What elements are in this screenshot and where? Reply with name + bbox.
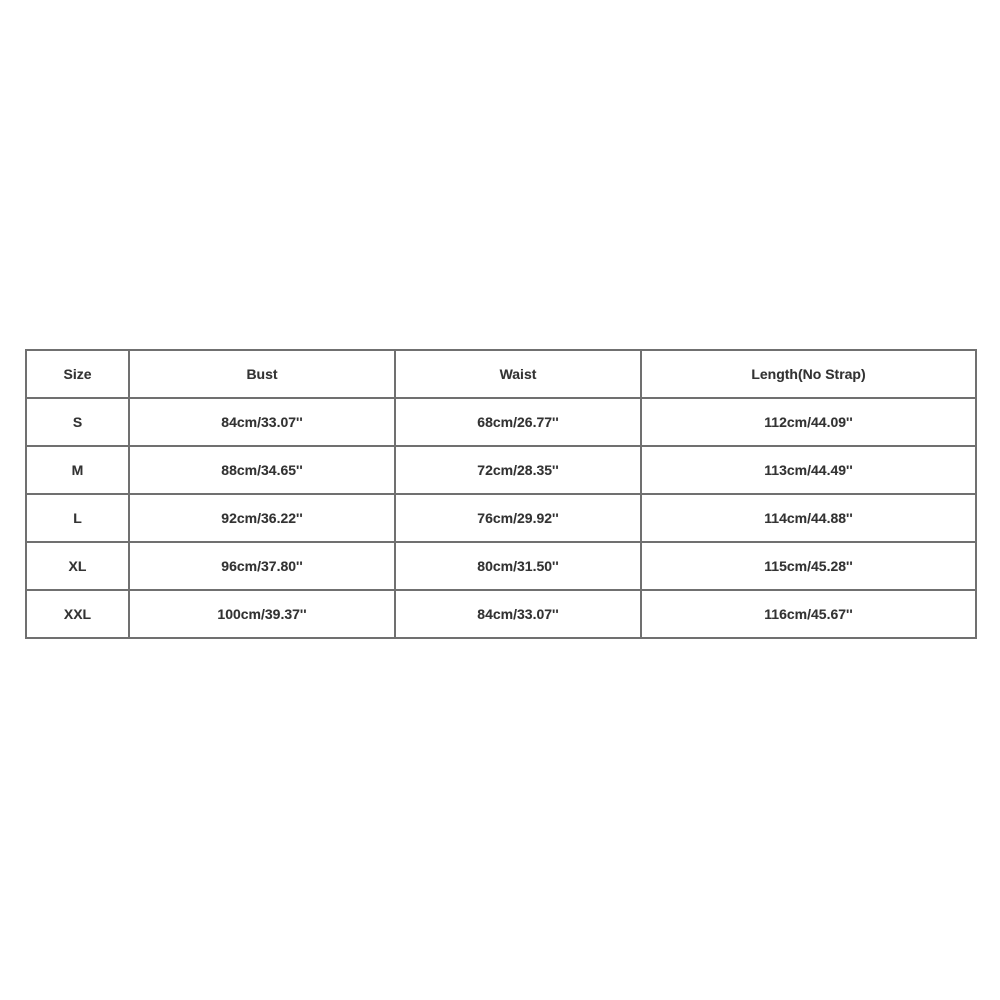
- header-waist: Waist: [395, 350, 641, 398]
- cell-waist: 68cm/26.77'': [395, 398, 641, 446]
- cell-bust: 92cm/36.22'': [129, 494, 395, 542]
- cell-size: L: [26, 494, 129, 542]
- cell-length: 115cm/45.28'': [641, 542, 976, 590]
- cell-size: XXL: [26, 590, 129, 638]
- table-row: [26, 446, 976, 494]
- cell-waist: 76cm/29.92'': [395, 494, 641, 542]
- header-size: Size: [26, 350, 129, 398]
- size-chart-table: [25, 349, 977, 639]
- cell-bust: 96cm/37.80'': [129, 542, 395, 590]
- cell-waist: 84cm/33.07'': [395, 590, 641, 638]
- table-row: [26, 590, 976, 638]
- cell-length: 116cm/45.67'': [641, 590, 976, 638]
- cell-waist: 72cm/28.35'': [395, 446, 641, 494]
- cell-length: 114cm/44.88'': [641, 494, 976, 542]
- table-header-row: [26, 350, 976, 398]
- table-row: [26, 494, 976, 542]
- cell-bust: 88cm/34.65'': [129, 446, 395, 494]
- header-bust: Bust: [129, 350, 395, 398]
- cell-bust: 100cm/39.37'': [129, 590, 395, 638]
- cell-size: M: [26, 446, 129, 494]
- cell-size: XL: [26, 542, 129, 590]
- cell-bust: 84cm/33.07'': [129, 398, 395, 446]
- table-row: [26, 542, 976, 590]
- cell-length: 112cm/44.09'': [641, 398, 976, 446]
- table-row: [26, 398, 976, 446]
- cell-size: S: [26, 398, 129, 446]
- cell-length: 113cm/44.49'': [641, 446, 976, 494]
- cell-waist: 80cm/31.50'': [395, 542, 641, 590]
- header-length: Length(No Strap): [641, 350, 976, 398]
